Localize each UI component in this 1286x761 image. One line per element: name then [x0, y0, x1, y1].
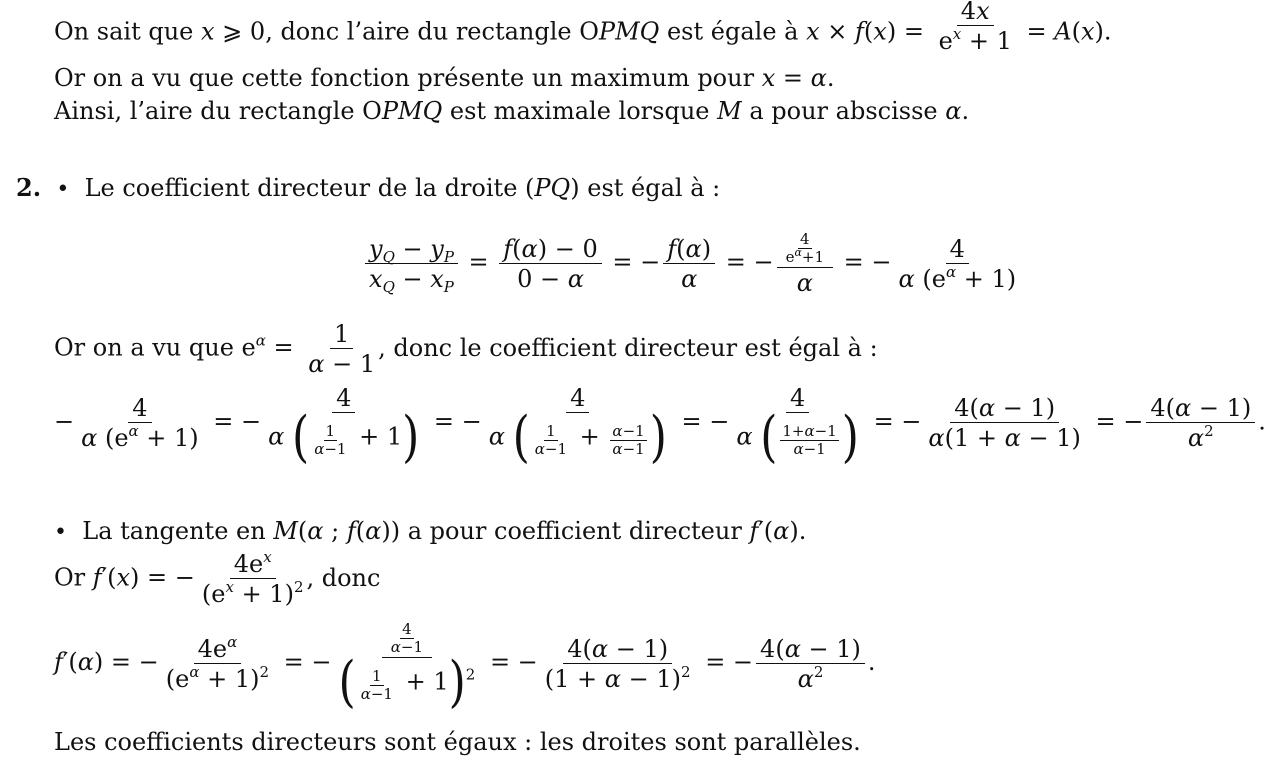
- section-number: 2.: [16, 173, 42, 202]
- text: a pour coefficient directeur: [407, 517, 742, 545]
- section-2-heading: 2. • Le coefficient directeur de la droite (PQ) est égal à :: [16, 173, 721, 202]
- text: , donc l’aire du rectangle: [265, 17, 572, 46]
- text: , donc: [306, 563, 381, 592]
- line-2: Or on a vu que cette fonction présente un maximum pour x = α.: [54, 64, 835, 92]
- equation-slope-pq: $\frac{y_Q - y_P}{x_Q - x_P}$ = $\frac{f(\alpha) - 0}{0 - \alpha}$ = − $\frac{f(\alpha)}{\alpha}$ = − $\frac{\frac{4}{e^\alpha+1}}{\alpha}$ = − $\frac{4}{\alpha (e^\alpha + 1)}$: [362, 232, 1023, 295]
- line-1: On sait que x ⩾ 0, donc l’aire du rectangle OPMQ est égale à x × f(x) = $\frac{4x}{e^x + 1}$ = A(x).: [54, 0, 1112, 55]
- line-or-alpha: Or on a vu que $e^\alpha$ = $\frac{1}{\alpha - 1}$ , donc le coefficient directeur est égal à :: [54, 320, 878, 378]
- equation-chain: − $\frac{4}{\alpha (e^\alpha + 1)}$ = − 4 α ( $\frac{1}{\alpha-1}$ + 1) = − 4 α ( $\frac{1}{\alpha-1}$ + $\frac{\alpha-1}{\alpha-1}$ ) = − 4 α ( $\frac{1+\alpha-1}{\alpha-1}$ ) = − $\frac{4(\alpha - 1)}{\alpha(1 + \alpha - 1)}$ = − $\frac{4(\alpha - 1)}{\alpha^2}$ .: [54, 384, 1266, 470]
- bullet: •: [54, 520, 67, 545]
- text: Or on a vu que cette fonction présente un maximum pour: [54, 64, 755, 92]
- text: , donc le coefficient directeur est égal à :: [378, 333, 878, 362]
- bullet-2: • La tangente en M(α ; f(α)) a pour coefficient directeur f′(α).: [54, 517, 807, 545]
- conclusion: Les coefficients directeurs sont égaux : les droites sont parallèles.: [54, 728, 861, 756]
- line-derivative: Or f′(x) = − $\frac{4e^x}{(e^x + 1)^2}$ , donc: [54, 548, 381, 608]
- text: a pour abscisse: [749, 97, 938, 125]
- text: La tangente en: [82, 517, 266, 545]
- text: Le coefficient directeur de la droite: [84, 174, 518, 202]
- fraction: $\frac{4x}{e^x + 1}$: [938, 0, 1012, 55]
- text: Or: [54, 563, 86, 592]
- text: Ainsi, l’aire du rectangle: [54, 97, 355, 125]
- line-3: Ainsi, l’aire du rectangle OPMQ est maximale lorsque M a pour abscisse α.: [54, 97, 970, 125]
- text: Or on a vu que e: [54, 333, 256, 362]
- text: est égale à: [666, 17, 799, 46]
- text: est maximale lorsque: [449, 97, 710, 125]
- equation-derivative-alpha: f′(α) = − $\frac{4e^\alpha}{(e^\alpha + 1)^2}$ = − $\frac{4}{\alpha-1}$ ( $\frac{1}{\alpha-1}$ + 1)$^2$ = − $\frac{4(\alpha - 1)}{(1 + \alpha - 1)^2}$ = − $\frac{4(\alpha - 1)}{\alpha^2}$ .: [54, 620, 876, 715]
- text: On sait que: [54, 17, 194, 46]
- text: est égal à :: [587, 174, 721, 202]
- bullet: •: [56, 177, 70, 202]
